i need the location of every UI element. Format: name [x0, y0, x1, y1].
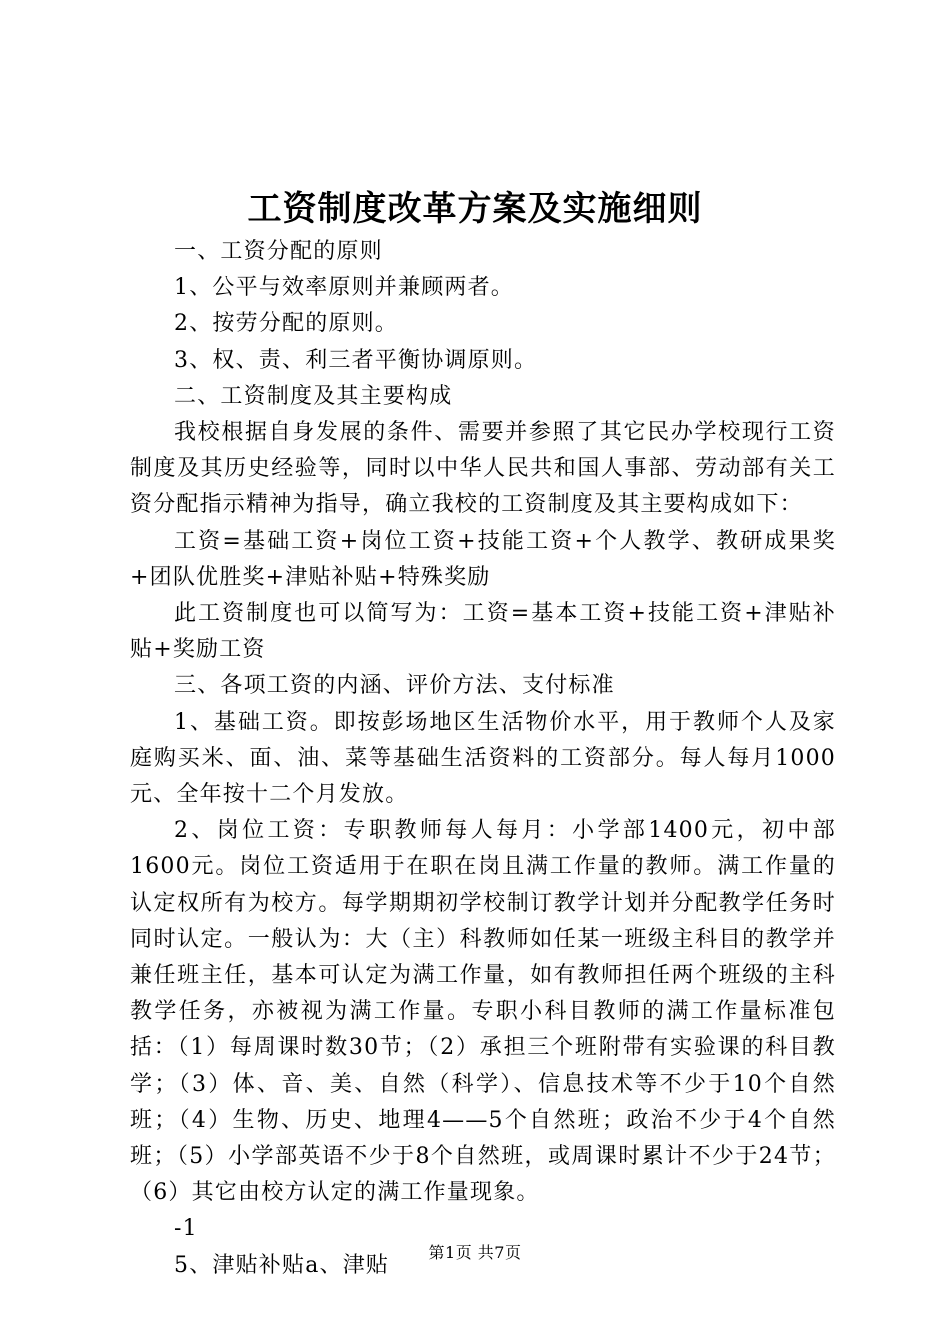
document-title: 工资制度改革方案及实施细则 [247, 189, 703, 229]
principle-item-1: 1、公平与效率原则并兼顾两者。 [174, 275, 514, 301]
section-heading-2: 二、工资制度及其主要构成 [174, 383, 453, 409]
principle-item-2: 2、按劳分配的原则。 [174, 311, 398, 337]
page-footer: 第1页 共7页 [428, 1243, 522, 1262]
post-salary-paragraph: 2、岗位工资：专职教师每人每月：小学部1400元，初中部1600元。岗位工资适用于在职在岗且满工作量的教师。满工作量的认定权所有为校方。每学期期初学校制订教学计划并分配教学任务时同时认定。一般认为：大（主）科教师如任某一班级主科目的教学并兼任班主任，基本可认定为满工作量，如有教师担任两个班级的主科教学任务，亦被视为满工作量。专职小科目教师的满工作量标准包括：（1）每周课时数30节；（2）承担三个班附带有实验课的科目教学；（3）体、音、美、自然（科学）、信息技术等不少于10个自然班；（4）生物、历史、地理4——5个自然班；政治不少于4个自然班；（5）小学部英语不少于8个自然班，或周课时累计不少于24节；（6）其它由校方认定的满工作量现象。 [130, 818, 836, 1206]
principle-item-3: 3、权、责、利三者平衡协调原则。 [174, 347, 538, 373]
section-heading-3: 三、各项工资的内涵、评价方法、支付标准 [174, 673, 615, 699]
page-marker: -1 [174, 1216, 198, 1242]
document-body [130, 234, 836, 1284]
salary-formula-short: 此工资制度也可以简写为：工资=基本工资+技能工资+津贴补贴+奖励工资 [130, 601, 836, 663]
body-paragraph: 我校根据自身发展的条件、需要并参照了其它民办学校现行工资制度及其历史经验等，同时以中华人民共和国人事部、劳动部有关工资分配指示精神为指导，确立我校的工资制度及其主要构成如下： [130, 420, 836, 518]
basic-salary-paragraph: 1、基础工资。即按彭场地区生活物价水平，用于教师个人及家庭购买米、面、油、菜等基础生活资料的工资部分。每人每月1000元、全年按十二个月发放。 [130, 709, 836, 808]
section-heading-1: 一、工资分配的原则 [174, 239, 383, 264]
salary-formula: 工资=基础工资+岗位工资+技能工资+个人教学、教研成果奖+团队优胜奖+津贴补贴+特殊奖励 [130, 528, 836, 590]
allowance-heading: 5、津贴补贴a、津贴 [174, 1252, 390, 1278]
